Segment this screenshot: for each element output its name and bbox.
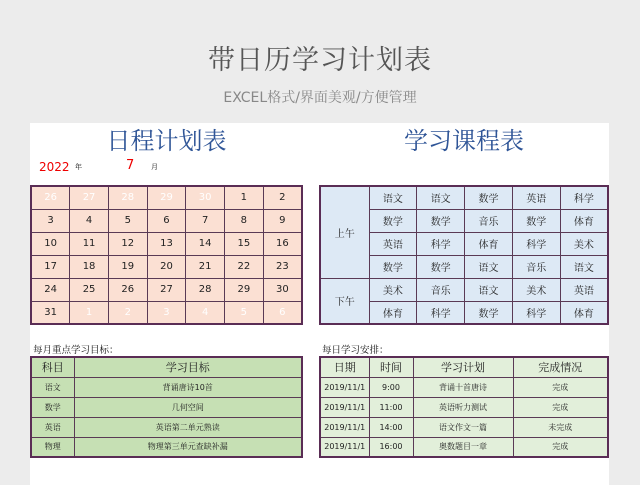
goal-cell[interactable]: 物理第三单元查缺补漏	[74, 437, 302, 457]
calendar-day-cell[interactable]: 1	[225, 186, 264, 209]
calendar-day-cell[interactable]: 31	[31, 301, 70, 324]
table-row	[31, 209, 302, 232]
page-title: 带日历学习计划表	[208, 45, 432, 76]
calendar-day-cell[interactable]: 4	[70, 209, 109, 232]
calendar-day-cell[interactable]: 7	[186, 209, 225, 232]
schedule-cell[interactable]: 2019/11/1	[320, 397, 369, 417]
month-value[interactable]: 7	[126, 158, 135, 173]
year-unit: 年	[75, 163, 82, 171]
calendar-day-cell[interactable]: 21	[186, 255, 225, 278]
course-cell[interactable]: 科学	[512, 301, 560, 324]
column-header[interactable]: 日期	[320, 357, 369, 377]
course-cell[interactable]: 音乐	[417, 278, 465, 301]
table-row	[320, 397, 608, 417]
table-row	[31, 186, 302, 209]
column-header[interactable]: 时间	[369, 357, 413, 377]
schedule-cell[interactable]: 完成	[513, 437, 608, 457]
page-subtitle: EXCEL格式/界面美观/方便管理	[223, 90, 417, 106]
course-cell[interactable]: 音乐	[512, 255, 560, 278]
course-cell[interactable]: 科学	[560, 186, 608, 209]
goals-label: 每月重点学习目标：	[33, 345, 119, 356]
calendar-day-cell[interactable]: 9	[263, 209, 302, 232]
calendar-day-cell[interactable]: 29	[225, 278, 264, 301]
period-morning[interactable]: 上午	[320, 186, 369, 278]
calendar-day-cell[interactable]: 19	[108, 255, 147, 278]
table-row	[31, 417, 302, 437]
schedule-cell[interactable]: 14:00	[369, 417, 413, 437]
course-cell[interactable]: 数学	[417, 209, 465, 232]
calendar-title: 日程计划表	[106, 127, 227, 155]
daily-table	[319, 356, 609, 458]
course-cell[interactable]: 音乐	[465, 209, 513, 232]
calendar-day-cell[interactable]: 13	[147, 232, 186, 255]
calendar-day-cell[interactable]: 22	[225, 255, 264, 278]
course-cell[interactable]: 数学	[465, 301, 513, 324]
calendar-grid	[30, 185, 303, 325]
calendar-day-cell[interactable]: 2	[263, 186, 302, 209]
goal-cell[interactable]: 语文	[31, 377, 74, 397]
calendar-day-cell[interactable]: 1	[70, 301, 109, 324]
calendar-day-cell[interactable]: 28	[186, 278, 225, 301]
course-cell[interactable]: 体育	[465, 232, 513, 255]
goal-cell[interactable]: 英语第二单元熟读	[74, 417, 302, 437]
schedule-cell[interactable]: 奥数题目一章	[413, 437, 513, 457]
course-cell[interactable]: 语文	[560, 255, 608, 278]
calendar-day-cell[interactable]: 5	[108, 209, 147, 232]
table-row	[31, 232, 302, 255]
table-row	[320, 417, 608, 437]
calendar-day-cell[interactable]: 28	[108, 186, 147, 209]
course-cell[interactable]: 语文	[417, 186, 465, 209]
table-row	[31, 397, 302, 417]
course-cell[interactable]: 美术	[369, 278, 417, 301]
month-unit: 月	[151, 163, 158, 171]
daily-label: 每日学习安排：	[322, 345, 389, 356]
calendar-day-cell[interactable]: 2	[108, 301, 147, 324]
course-cell[interactable]: 数学	[369, 255, 417, 278]
goals-table	[30, 356, 303, 458]
calendar-day-cell[interactable]: 29	[147, 186, 186, 209]
goal-cell[interactable]: 数学	[31, 397, 74, 417]
course-cell[interactable]: 数学	[512, 209, 560, 232]
calendar-day-cell[interactable]: 6	[147, 209, 186, 232]
course-cell[interactable]: 体育	[560, 209, 608, 232]
course-cell[interactable]: 语文	[369, 186, 417, 209]
course-cell[interactable]: 科学	[512, 232, 560, 255]
calendar-day-cell[interactable]: 30	[263, 278, 302, 301]
table-row	[320, 357, 608, 377]
course-cell[interactable]: 数学	[465, 186, 513, 209]
table-row	[320, 186, 608, 209]
schedule-cell[interactable]: 未完成	[513, 417, 608, 437]
table-row	[320, 437, 608, 457]
calendar-day-cell[interactable]: 26	[31, 186, 70, 209]
course-cell[interactable]: 数学	[417, 255, 465, 278]
course-cell[interactable]: 英语	[369, 232, 417, 255]
table-row	[31, 437, 302, 457]
calendar-day-cell[interactable]: 10	[31, 232, 70, 255]
course-cell[interactable]: 语文	[465, 278, 513, 301]
course-cell[interactable]: 数学	[369, 209, 417, 232]
column-header[interactable]: 科目	[31, 357, 74, 377]
calendar-day-cell[interactable]: 25	[70, 278, 109, 301]
calendar-day-cell[interactable]: 16	[263, 232, 302, 255]
table-row	[31, 377, 302, 397]
year-value[interactable]: 2022	[39, 160, 70, 174]
calendar-day-cell[interactable]: 4	[186, 301, 225, 324]
calendar-day-cell[interactable]: 3	[31, 209, 70, 232]
calendar-day-cell[interactable]: 12	[108, 232, 147, 255]
calendar-day-cell[interactable]: 8	[225, 209, 264, 232]
course-cell[interactable]: 体育	[369, 301, 417, 324]
course-cell[interactable]: 语文	[465, 255, 513, 278]
schedule-cell[interactable]: 11:00	[369, 397, 413, 417]
course-cell[interactable]: 科学	[417, 301, 465, 324]
table-row	[320, 278, 608, 301]
schedule-cell[interactable]: 2019/11/1	[320, 417, 369, 437]
calendar-day-cell[interactable]: 17	[31, 255, 70, 278]
schedule-cell[interactable]: 2019/11/1	[320, 377, 369, 397]
goal-cell[interactable]: 物理	[31, 437, 74, 457]
course-cell[interactable]: 美术	[560, 232, 608, 255]
column-header[interactable]: 学习计划	[413, 357, 513, 377]
course-title: 学习课程表	[404, 127, 524, 155]
table-row	[320, 377, 608, 397]
calendar-day-cell[interactable]: 11	[70, 232, 109, 255]
schedule-cell[interactable]: 16:00	[369, 437, 413, 457]
calendar-day-cell[interactable]: 27	[147, 278, 186, 301]
schedule-cell[interactable]: 完成	[513, 377, 608, 397]
calendar-day-cell[interactable]: 24	[31, 278, 70, 301]
calendar-day-cell[interactable]: 27	[70, 186, 109, 209]
table-row	[31, 278, 302, 301]
goal-cell[interactable]: 英语	[31, 417, 74, 437]
table-row	[31, 357, 302, 377]
calendar-day-cell[interactable]: 26	[108, 278, 147, 301]
calendar-day-cell[interactable]: 23	[263, 255, 302, 278]
goal-cell[interactable]: 几何空间	[74, 397, 302, 417]
schedule-cell[interactable]: 英语听力测试	[413, 397, 513, 417]
period-afternoon[interactable]: 下午	[320, 278, 369, 324]
course-table	[319, 185, 609, 325]
calendar-day-cell[interactable]: 6	[263, 301, 302, 324]
table-row	[31, 255, 302, 278]
calendar-day-cell[interactable]: 15	[225, 232, 264, 255]
calendar-day-cell[interactable]: 20	[147, 255, 186, 278]
schedule-cell[interactable]: 完成	[513, 397, 608, 417]
course-cell[interactable]: 英语	[560, 278, 608, 301]
column-header[interactable]: 学习目标	[74, 357, 302, 377]
calendar-day-cell[interactable]: 14	[186, 232, 225, 255]
column-header[interactable]: 完成情况	[513, 357, 608, 377]
course-cell[interactable]: 科学	[417, 232, 465, 255]
goal-cell[interactable]: 背诵唐诗10首	[74, 377, 302, 397]
schedule-cell[interactable]: 语文作文一篇	[413, 417, 513, 437]
calendar-day-cell[interactable]: 3	[147, 301, 186, 324]
schedule-cell[interactable]: 背诵十首唐诗	[413, 377, 513, 397]
course-cell[interactable]: 英语	[512, 186, 560, 209]
table-row	[31, 301, 302, 324]
calendar-day-cell[interactable]: 18	[70, 255, 109, 278]
course-cell[interactable]: 美术	[512, 278, 560, 301]
calendar-day-cell[interactable]: 5	[225, 301, 264, 324]
schedule-cell[interactable]: 2019/11/1	[320, 437, 369, 457]
course-cell[interactable]: 体育	[560, 301, 608, 324]
schedule-cell[interactable]: 9:00	[369, 377, 413, 397]
calendar-day-cell[interactable]: 30	[186, 186, 225, 209]
